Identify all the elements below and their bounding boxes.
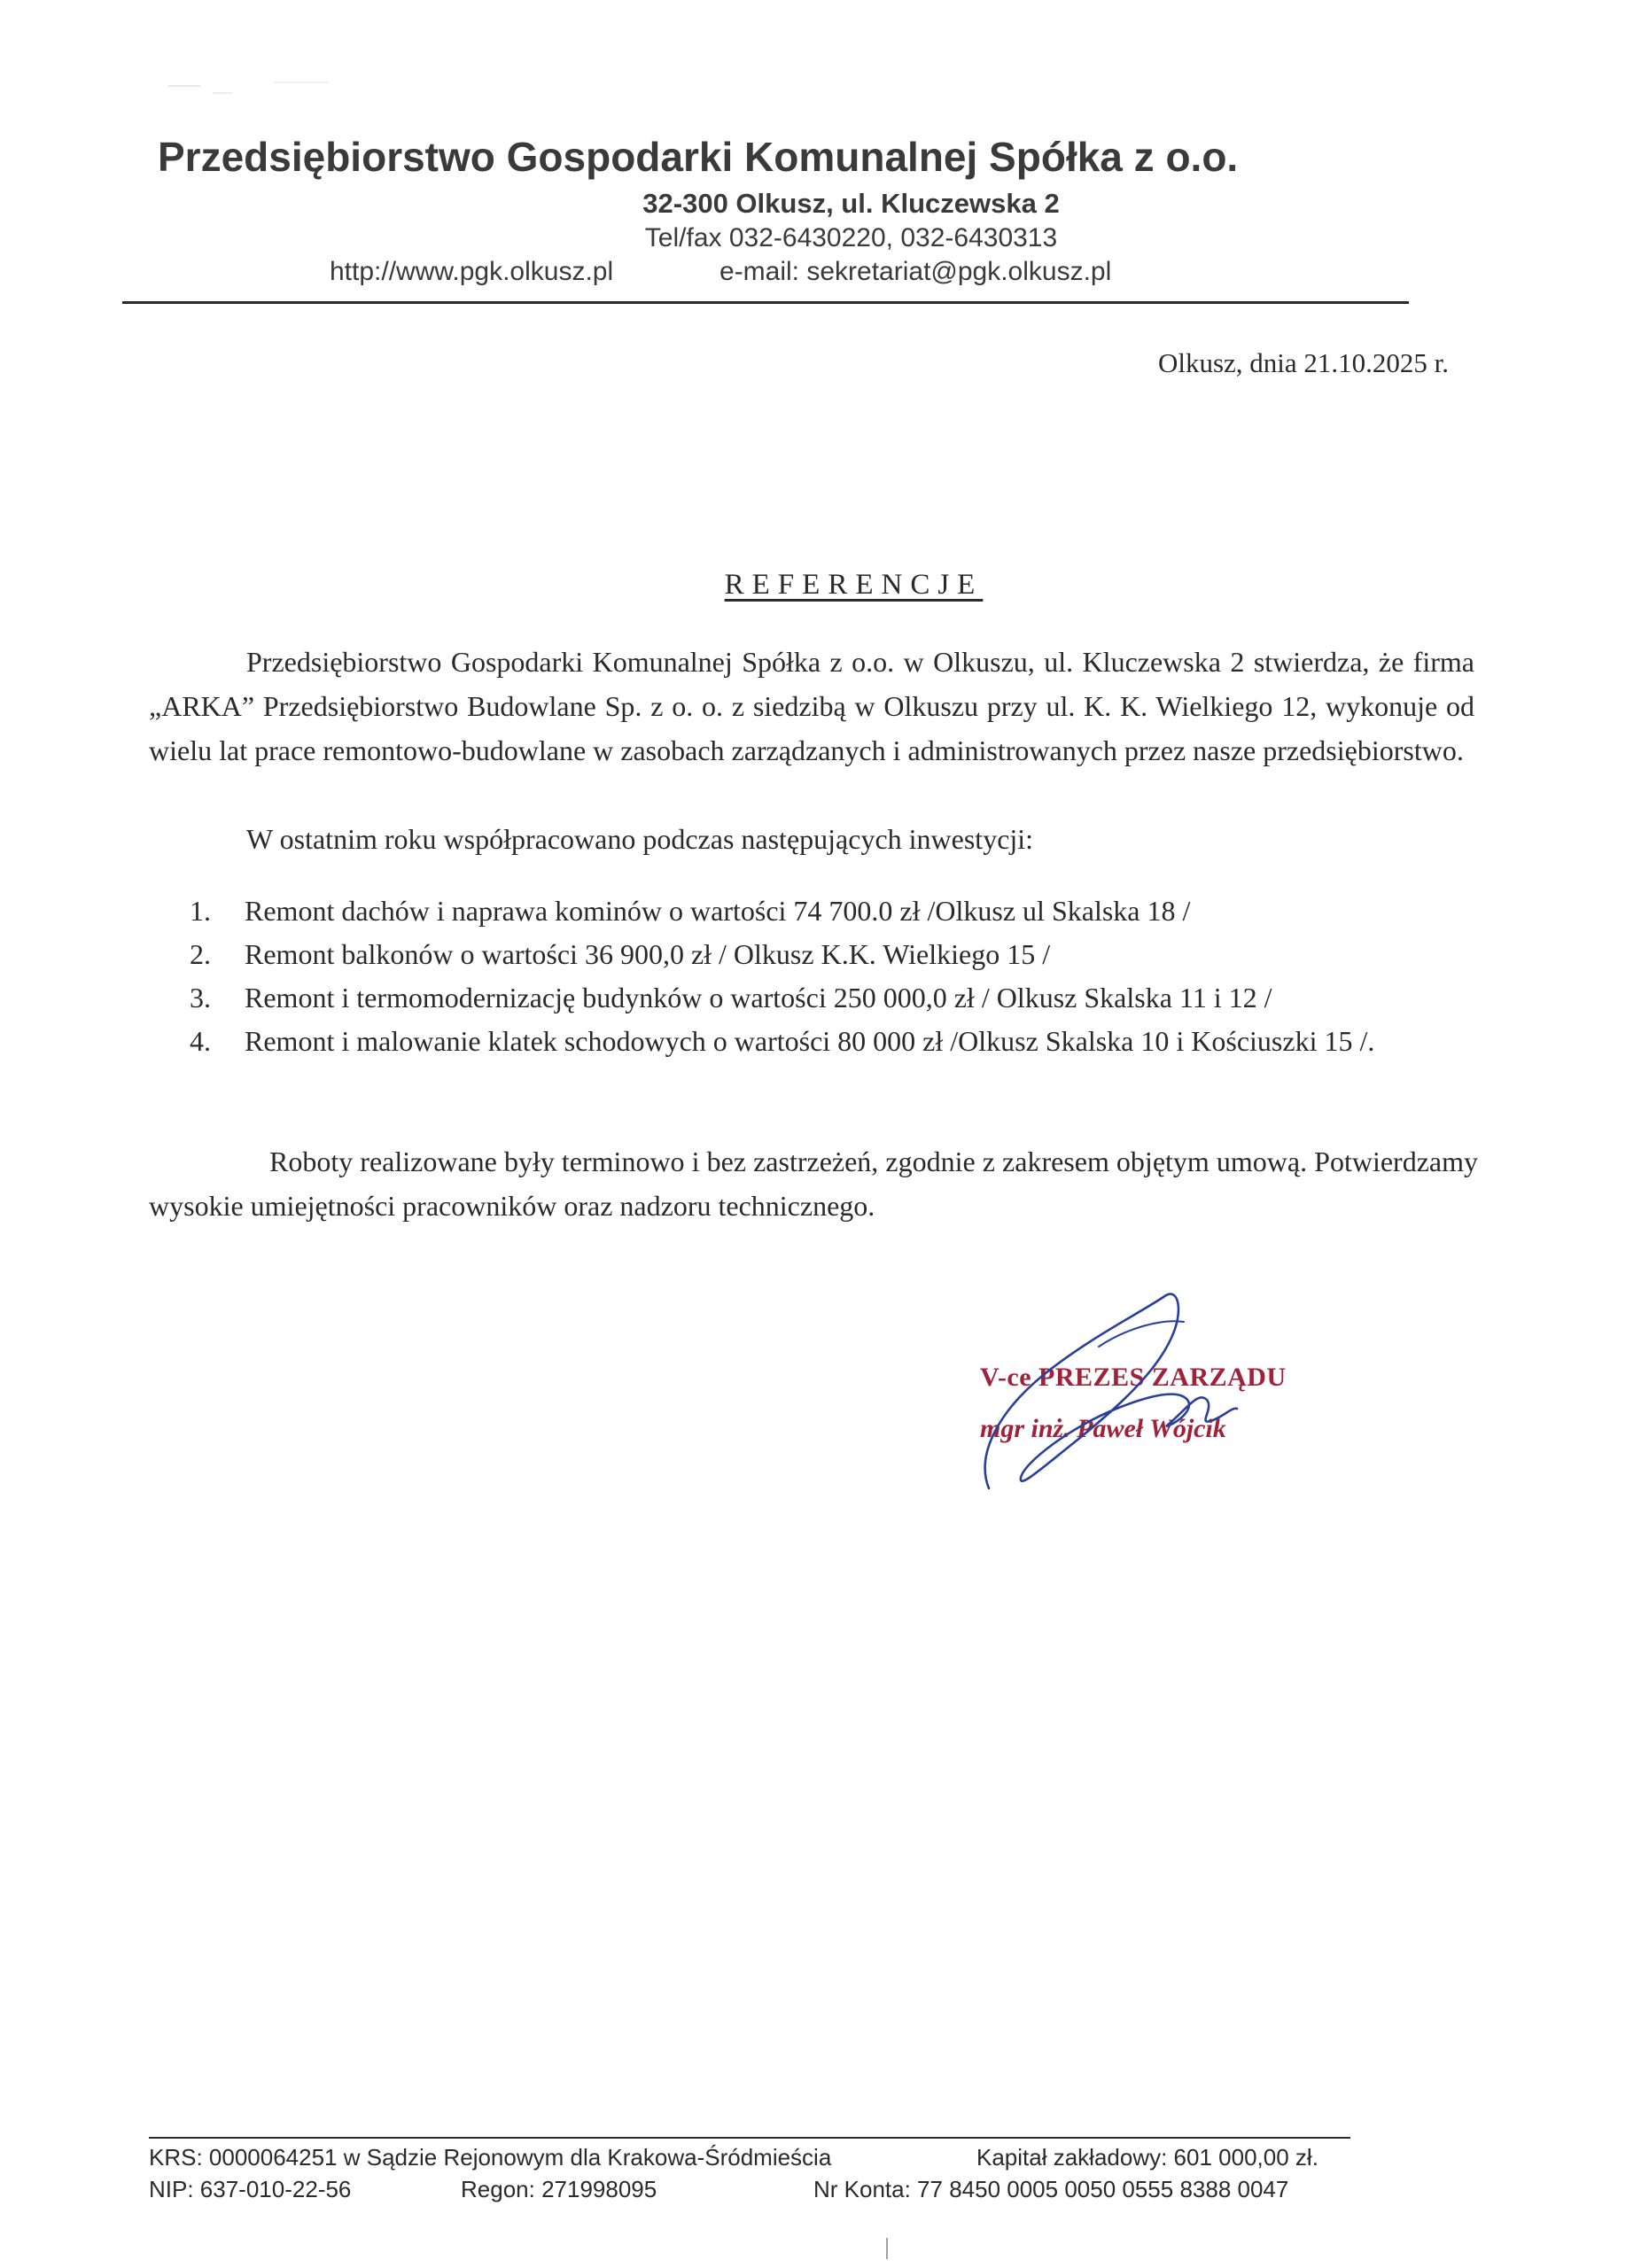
stamp-name: mgr inż. Paweł Wójcik [980, 1414, 1226, 1443]
list-item [190, 976, 1430, 1020]
handwritten-signature [966, 1276, 1285, 1506]
list-item-number: 3. [190, 982, 211, 1014]
closing-paragraph: Roboty realizowane były terminowo i bez zastrzeżeń, zgodnie z zakresem objętym umową. Potwierdzamy wysokie umiejętności pracowników oraz nadzoru technicznego. [149, 1146, 1478, 1222]
list-item [190, 1020, 1430, 1063]
list-item-text: Remont dachów i naprawa kominów o wartości 74 700.0 zł /Olkusz ul Skalska 18 / [245, 895, 1191, 927]
company-telfax: Tel/fax 032-6430220, 032-6430313 [644, 223, 1058, 252]
scan-noise [213, 92, 232, 94]
signature-stamp [966, 1276, 1285, 1506]
scan-noise [168, 85, 200, 87]
list-item [190, 933, 1430, 976]
investments-intro: W ostatnim roku współpracowano podczas następujących inwestycji: [246, 823, 1034, 855]
list-item-text: Remont i termomodernizację budynków o wartości 250 000,0 zł / Olkusz Skalska 11 i 12 / [245, 982, 1272, 1014]
list-item-text: Remont i malowanie klatek schodowych o wartości 80 000 zł /Olkusz Skalska 10 i Kościuszki 15 /. [245, 1025, 1375, 1057]
list-item-text: Remont balkonów o wartości 36 900,0 zł / Olkusz K.K. Wielkiego 15 / [245, 938, 1051, 970]
list-item-number: 2. [190, 938, 211, 970]
list-item-number: 4. [190, 1025, 211, 1057]
company-address: 32-300 Olkusz, ul. Kluczewska 2 [642, 188, 1060, 219]
footer-divider [149, 2137, 1350, 2139]
header-divider [122, 301, 1409, 304]
scan-noise [275, 82, 328, 83]
footer-regon: Regon: 271998095 [461, 2176, 657, 2202]
footer-account: Nr Konta: 77 8450 0005 0050 0555 8388 0047 [813, 2176, 1289, 2202]
footer-krs: KRS: 0000064251 w Sądzie Rejonowym dla Krakowa-Śródmieścia [149, 2144, 832, 2171]
investments-list [190, 889, 1430, 1063]
footer-nip: NIP: 637-010-22-56 [149, 2176, 352, 2202]
document-date: Olkusz, dnia 21.10.2025 r. [1157, 347, 1449, 378]
footer-capital: Kapitał zakładowy: 601 000,00 zł. [976, 2144, 1318, 2171]
scan-noise [886, 2238, 888, 2259]
company-email: e-mail: sekretariat@pgk.olkusz.pl [719, 257, 1112, 286]
list-item-number: 1. [190, 895, 211, 927]
company-name: Przedsiębiorstwo Gospodarki Komunalnej Spółka z o.o. [158, 134, 1239, 180]
document-title: REFERENCJE [724, 569, 984, 601]
list-item [190, 889, 1430, 933]
company-website: http://www.pgk.olkusz.pl [330, 257, 614, 286]
stamp-title: V-ce PREZES ZARZĄDU [980, 1363, 1287, 1392]
intro-paragraph: Przedsiębiorstwo Gospodarki Komunalnej Spółka z o.o. w Olkuszu, ul. Kluczewska 2 stwierdza, że firma „ARKA” Przedsiębiorstwo Budowlane Sp. z o. o. z siedzibą w Olkuszu przy ul. K. K. Wielkiego 12, wykonuje od wielu lat prace remontowo-budowlane w zasobach zarządzanych i administrowanych przez nasze przedsiębiorstwo. [149, 646, 1474, 766]
